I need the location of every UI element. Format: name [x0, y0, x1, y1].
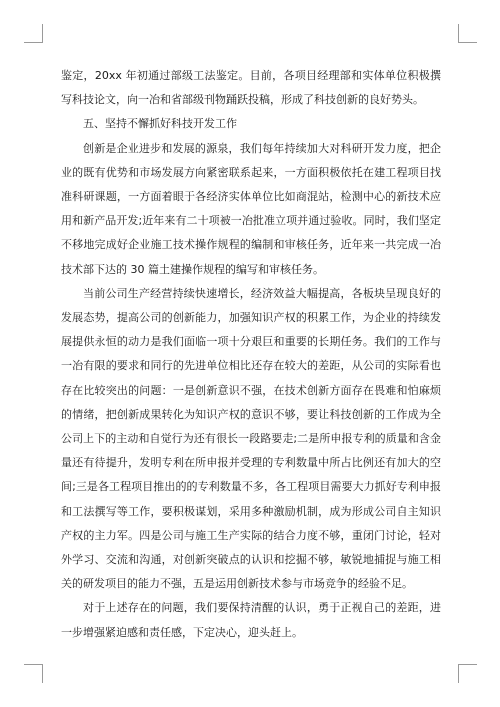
page-corner-mark-bottom-left — [24, 664, 43, 683]
paragraph: 创新是企业进步和发展的源泉，我们每年持续加大对科研开发力度，把企业的既有优势和市场发展方向紧密联系起来，一方面积极依托在建工程项目找准科研课题，一方面着眼于各经济实体单位比如商混站，检测中心的新技术应用和新产品开发;近年来有二十项被一冶批准立项并通过验收。同时，我们坚定不移地完成好企业施工技术操作规程的编制和审核任务，近年来一共完成一冶技术部下达的 30 篇土建操作规程的编写和审核任务。 — [61, 141, 441, 276]
page-corner-mark-bottom-right — [458, 664, 477, 683]
paragraph-continuation: 鉴定，20xx 年初通过部级工法鉴定。目前，各项目经理部和实体单位积极撰写科技论文，向一冶和省部级刊物踊跃投稿，形成了科技创新的良好势头。 — [61, 69, 441, 107]
document-body — [61, 64, 441, 645]
section-heading: 五、坚持不懈抓好科技开发工作 — [83, 117, 237, 131]
page-corner-mark-top-left — [24, 24, 43, 43]
paragraph: 对于上述存在的问题，我们要保持清醒的认识，勇于正视自己的差距，进一步增强紧迫感和责任感，下定决心，迎头赶上。 — [61, 601, 441, 639]
paragraph: 当前公司生产经营持续快速增长，经济效益大幅提高，各板块呈现良好的发展态势，提高公司的创新能力，加强知识产权的积累工作，为企业的持续发展提供永恒的动力是我们面临一项十分艰巨和重要的长期任务。我们的工作与一冶有限的要求和同行的先进单位相比还存在较大的差距，从公司的实际看也存在比较突出的问题：一是创新意识不强，在技术创新方面存在畏难和怕麻烦的情绪，把创新成果转化为知识产权的意识不够，要让科技创新的工作成为全公司上下的主动和自觉行为还有很长一段路要走;二是所申报专利的质量和含金量还有待提升，发明专利在所申报并受理的专利数量中所占比例还有加大的空间;三是各工程项目推出的的专利数量不多，各工程项目需要大力抓好专利申报和工法撰写等工作，要积极谋划，采用多种激励机制，成为形成公司自主知识产权的主力军。四是公司与施工生产实际的结合力度不够，重闭门讨论，轻对外学习、交流和沟通，对创新突破点的认识和挖掘不够，敏锐地捕捉与施工相关的研发项目的能力不强，五是运用创新技术参与市场竞争的经验不足。 — [61, 286, 441, 591]
page-corner-mark-top-right — [458, 24, 477, 43]
